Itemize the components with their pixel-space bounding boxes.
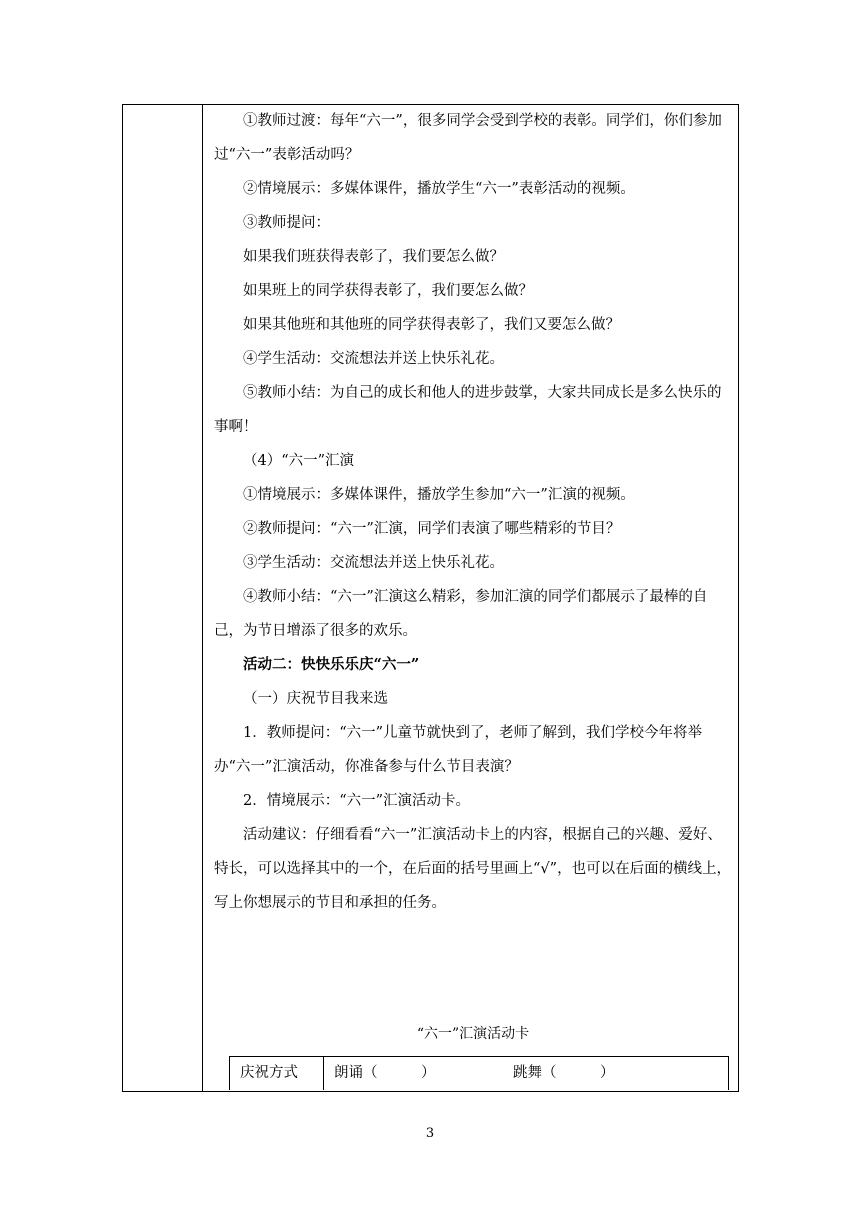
section-heading: （4）“六一”汇演 bbox=[243, 453, 355, 469]
paragraph: ⑤教师小结：为自己的成长和他人的进步鼓掌，大家共同成长是多么快乐的事啊！ bbox=[214, 385, 722, 435]
card-option-dance: 跳舞（ ） bbox=[513, 1065, 615, 1081]
paragraph: 如果我们班获得表彰了，我们要怎么做？ bbox=[243, 249, 504, 265]
paragraph: ②教师提问：“六一”汇演，同学们表演了哪些精彩的节目？ bbox=[243, 521, 621, 537]
card-option-recitation: 朗诵（ ） bbox=[334, 1065, 436, 1081]
activity-heading: 活动二：快快乐乐庆“六一” bbox=[243, 656, 420, 673]
card-label-cell: 庆祝方式 bbox=[230, 1057, 324, 1090]
paragraph: ③教师提问： bbox=[243, 215, 330, 231]
paragraph: 如果班上的同学获得表彰了，我们要怎么做？ bbox=[243, 283, 533, 299]
paragraph: ④教师小结：“六一”汇演这么精彩，参加汇演的同学们都展示了最棒的自己，为节日增添了很多的欢乐。 bbox=[214, 589, 708, 639]
activity-card-title: “六一”汇演活动卡 bbox=[416, 1026, 530, 1042]
lesson-content bbox=[214, 104, 732, 920]
paragraph: ①教师过渡：每年“六一”，很多同学会受到学校的表彰。同学们，你们参加过“六一”表彰活动吗？ bbox=[214, 113, 722, 163]
activity-card-table bbox=[229, 1056, 729, 1090]
paragraph: 如果其他班和其他班的同学获得表彰了，我们又要怎么做？ bbox=[243, 317, 620, 333]
section-heading: （一）庆祝节目我来选 bbox=[243, 691, 388, 707]
page-number: 3 bbox=[425, 1126, 435, 1141]
paragraph: 2．情境展示：“六一”汇演活动卡。 bbox=[243, 793, 471, 809]
paragraph: ①情境展示：多媒体课件，播放学生参加“六一”汇演的视频。 bbox=[243, 487, 635, 503]
paragraph: ④学生活动：交流想法并送上快乐礼花。 bbox=[243, 351, 504, 367]
paragraph: 1．教师提问：“六一”儿童节就快到了，老师了解到，我们学校今年将举办“六一”汇演活动，你准备参与什么节目表演？ bbox=[214, 725, 703, 775]
paragraph: ②情境展示：多媒体课件，播放学生“六一”表彰活动的视频。 bbox=[243, 181, 635, 197]
paragraph: ③学生活动：交流想法并送上快乐礼花。 bbox=[243, 555, 504, 571]
paragraph: 活动建议：仔细看看“六一”汇演活动卡上的内容，根据自己的兴趣、爱好、特长，可以选择其中的一个，在后面的括号里画上“√”，也可以在后面的横线上，写上你想展示的节目和承担的任务。 bbox=[214, 827, 732, 911]
left-column bbox=[122, 104, 203, 1092]
